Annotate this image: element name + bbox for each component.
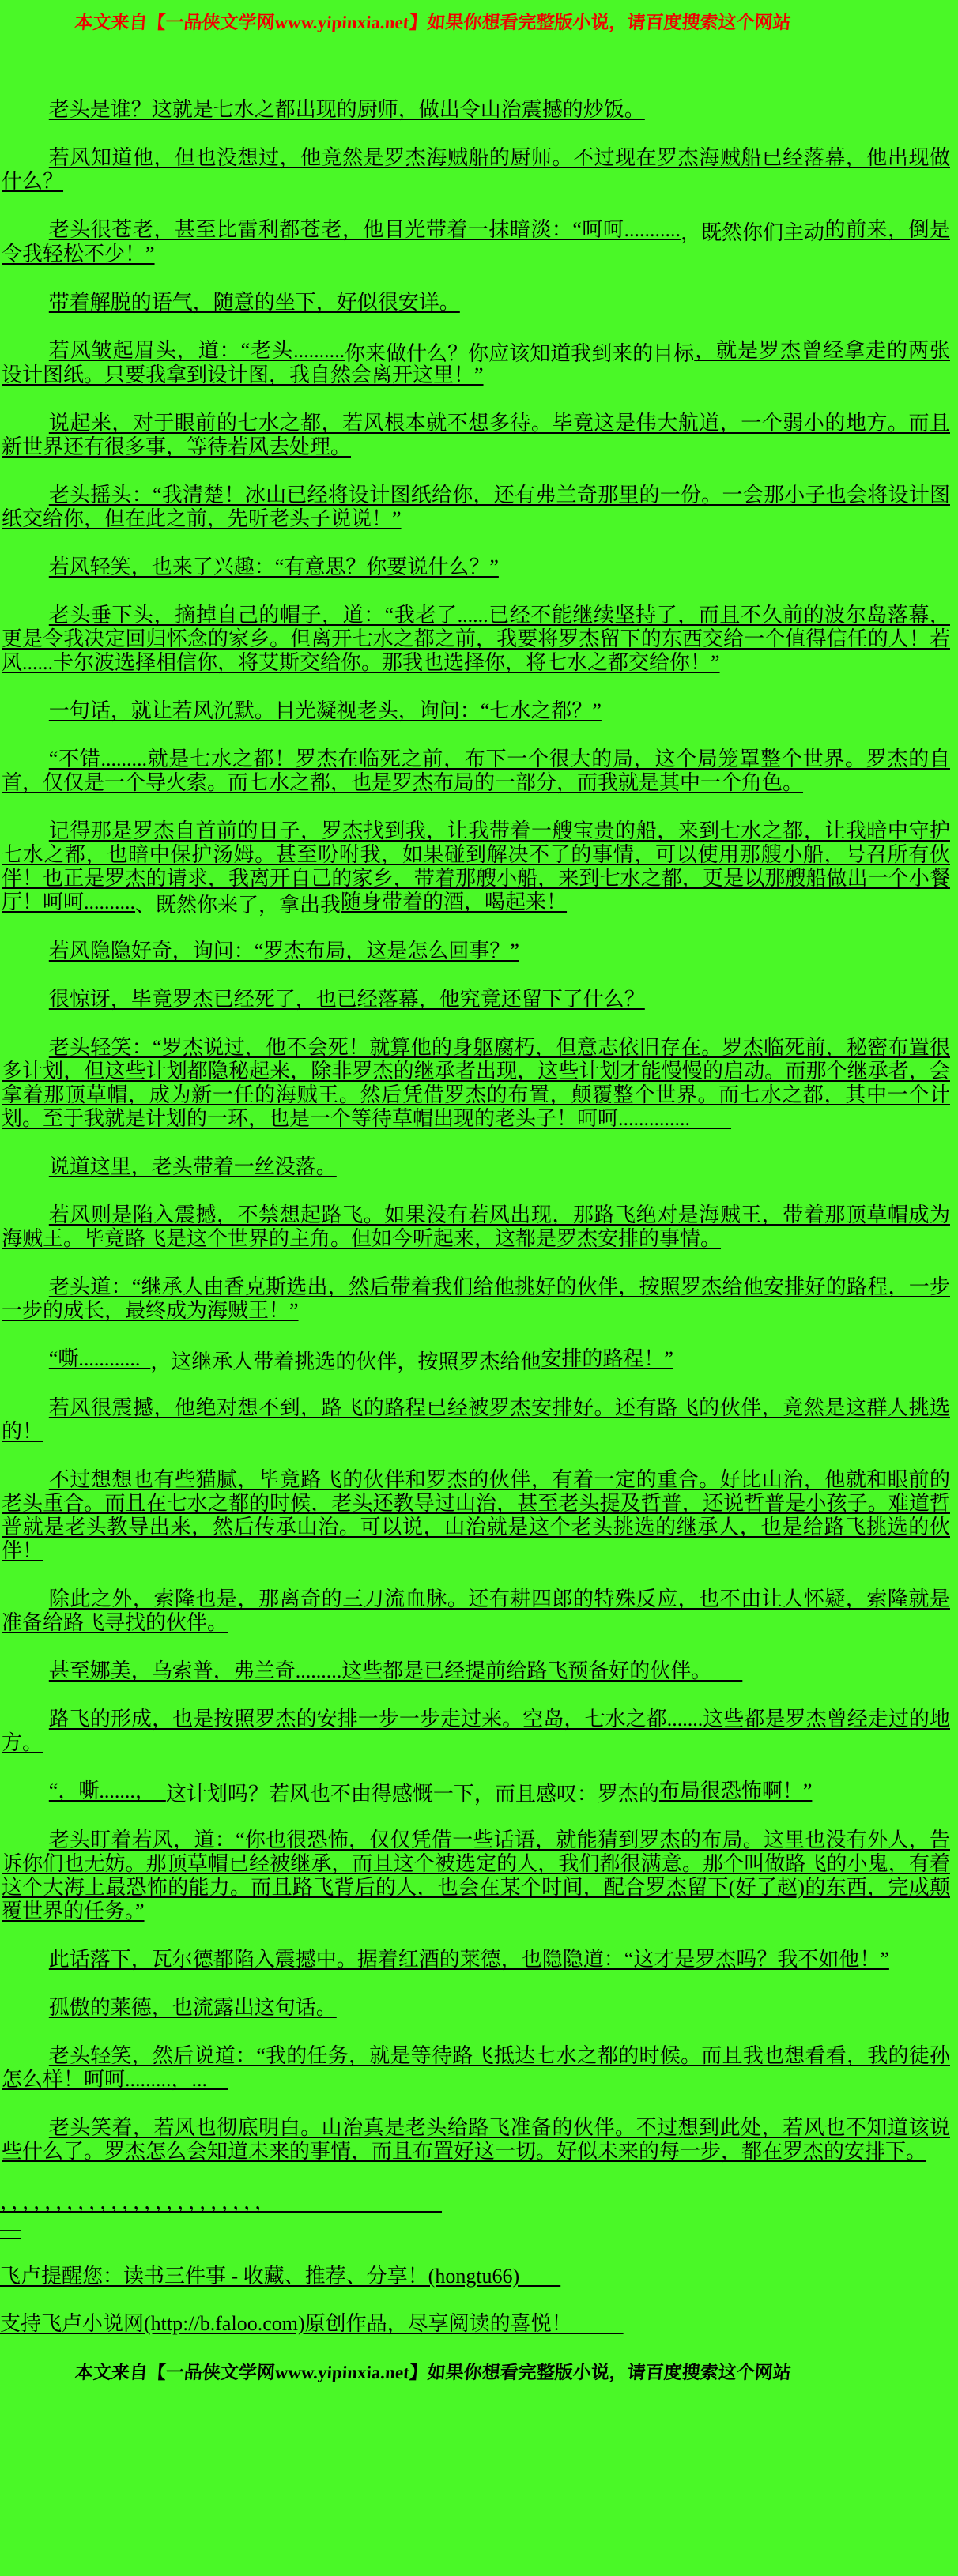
paragraph: 老头轻笑：“罗杰说过，他不会死！就算他的身躯腐朽，但意志依旧存在。罗杰临死前，秘密布置很多计划，但这些计划都隐秘起来，除非罗杰的继承者出现，这些计划才能慢慢的启动。而那个继承者，会拿着那顶草帽，成为新一任的海贼王。然后凭借罗杰的布置，颠覆整个世界。而七水之都，其中一个计划。至于我就是计划的一环，也是一个等待草帽出现的老头子！呵呵.............. <box>2 1036 950 1130</box>
paragraph: 若风则是陷入震撼，不禁想起路飞。如果没有若风出现，那路飞绝对是海贼王，带着那顶草帽成为海贼王。毕竟路飞是这个世界的主角。但如今听起来，这都是罗杰安排的事情。 <box>2 1203 950 1250</box>
half-rendered-text: ，这继承人带着挑选的伙伴，按照罗杰给他 <box>150 1350 541 1373</box>
paragraph: 不过想想也有些猫腻，毕竟路飞的伙伴和罗杰的伙伴，有着一定的重合。好比山治，他就和眼前的老头重合。而且在七水之都的时候，老头还教导过山治，甚至老头提及哲普，还说哲普是小孩子。难道哲普就是老头教导出来，然后传承山治。可以说，山治就是这个老头挑选的继承人，也是给路飞挑选的伙伴！ <box>2 1468 950 1562</box>
faloo-reminder-text: 飞卢提醒您：读书三件事 - 收藏、推荐、分享！(hongtu66) <box>0 2265 561 2288</box>
paragraph: 记得那是罗杰自首前的日子，罗杰找到我，让我带着一艘宝贵的船，来到七水之都，让我暗中守护七水之都，也暗中保护汤姆。甚至吩咐我，如果碰到解决不了的事情，可以使用那艘小船，号召所有伙伴！也正是罗杰的请求，我离开自己的家乡，带着那艘小船，来到七水之都，更是以那艘船做出一个小餐厅！呵呵.......... 、既然你来了，拿出我 随身带着的酒，喝起来！ <box>2 819 950 917</box>
paragraph: 老头是谁？这就是七水之都出现的厨师，做出令山治震撼的炒饭。 <box>48 98 645 121</box>
paragraph: 老头摇头：“我清楚！冰山已经将设计图纸给你，还有弗兰奇那里的一份。一会那小子也会将设计图纸交给你，但在此之前，先听老头子说说！” <box>2 484 950 530</box>
paragraph: 若风轻笑，也来了兴趣：“有意思？你要说什么？” <box>48 555 499 578</box>
half-rendered-text: 这计划吗？若风也不由得感慨一下，而且感叹：罗杰的 <box>165 1783 659 1806</box>
paragraph: 若风很震撼，他绝对想不到，路飞的路程已经被罗杰安排好。还有路飞的伙伴，竟然是这群人挑选的！ <box>2 1396 950 1443</box>
paragraph: 甚至娜美，乌索普，弗兰奇.........这些都是已经提前给路飞预备好的伙伴。 <box>48 1659 743 1682</box>
paragraph: 老头笑着，若风也彻底明白。山治真是老头给路飞准备的伙伴。不过想到此处，若风也不知道该说些什么了。罗杰怎么会知道未来的事情，而且布置好这一切。好似未来的每一步，都在罗杰的安排下。 <box>2 2116 950 2163</box>
paragraph: 除此之外，索隆也是，那离奇的三刀流血脉。还有耕四郎的特殊反应，也不由让人怀疑，索隆就是准备给路飞寻找的伙伴。 <box>2 1587 950 1634</box>
dots-separator-line: ，，，，，，，，，，，，，，，，，，，，，，，， <box>0 2190 443 2213</box>
paragraph: 孤傲的莱德，也流露出这句话。 <box>48 1996 337 2019</box>
half-rendered-text: ，既然你们主动 <box>680 221 824 244</box>
paragraph: 老头盯着若风，道：“你也很恐怖，仅仅凭借一些话语，就能猜到罗杰的布局。这里也没有外人，告诉你们也无妨。那顶草帽已经被继承，而且这个被选定的人，我们都很满意。那个叫做路飞的小鬼，有着这个大海上最恐怖的能力。而且路飞背后的人，也会在某个时间，配合罗杰留下(好了赵)的东西，完成颠覆世界的任务。” <box>2 1828 950 1923</box>
paragraph: “不错.........就是七水之都！罗杰在临死之前，布下一个很大的局，这个局笼罩整个世界。罗杰的自首，仅仅是一个导火索。而七水之都，也是罗杰布局的一部分，而我就是其中一个角色。 <box>2 748 950 794</box>
paragraph: “嘶............ ，这继承人带着挑选的伙伴，按照罗杰给他 安排的路程！” <box>48 1347 673 1373</box>
paragraph: 说起来，对于眼前的七水之都，若风根本就不想多待。毕竟这是伟大航道，一个弱小的地方。而且新世界还有很多事，等待若风去处理。 <box>2 412 950 458</box>
paragraph: 若风皱起眉头，道：“老头.......... 你来做什么？你应该知道我到来的目标 ，就是罗杰曾经拿走的两张设计图纸。只要我拿到设计图，我自然会离开这里！” <box>2 339 950 386</box>
paragraph: 老头道：“继承人由香克斯选出，然后带着我们给他挑好的伙伴，按照罗杰给他安排好的路程，一步一步的成长，最终成为海贼王！” <box>2 1275 950 1322</box>
paragraph: 说道这里，老头带着一丝没落。 <box>48 1155 337 1178</box>
paragraph: 老头轻笑，然后说道：“我的任务，就是等待路飞抵达七水之都的时候。而且我也想看看，我的徒孙怎么样！呵呵.........，... <box>2 2044 950 2091</box>
paragraph: 若风隐隐好奇，询问：“罗杰布局，这是怎么回事？” <box>48 940 519 962</box>
paragraph: 一句话，就让若风沉默。目光凝视老头，询问：“七水之都？” <box>48 699 602 722</box>
half-rendered-text: 、既然你来了，拿出我 <box>135 894 341 917</box>
half-rendered-text: 你来做什么？你应该知道我到来的目标 <box>345 342 695 365</box>
antitheft-site-notice-bottom: 本文来自【一品侠文学网www.yipinxia.net】如果你想看完整版小说，请百度搜索这个网站 <box>74 2363 792 2382</box>
paragraph: 带着解脱的语气，随意的坐下，好似很安详。 <box>48 291 460 314</box>
paragraph: 若风知道他，但也没想过，他竟然是罗杰海贼船的厨师。不过现在罗杰海贼船已经落幕，他出现做什么？ <box>2 146 950 193</box>
paragraph: “，嘶.......， 这计划吗？若风也不由得感慨一下，而且感叹：罗杰的 布局很恐怖啊！” <box>48 1779 813 1806</box>
paragraph: 路飞的形成，也是按照罗杰的安排一步一步走过来。空岛，七水之都.......这些都是罗杰曾经走过的地方。 <box>2 1708 950 1754</box>
antitheft-site-notice-top: 本文来自【一品侠文学网www.yipinxia.net】如果你想看完整版小说，请百度搜索这个网站 <box>74 13 792 32</box>
paragraph: 老头很苍老，甚至比雷利都苍老，他目光带着一抹暗淡：“呵呵........... ，既然你们主动 的前来，倒是令我轻松不少！” <box>2 218 950 266</box>
dash-separator: — <box>0 2217 21 2240</box>
paragraph: 很惊讶，毕竟罗杰已经死了，也已经落幕，他究竟还留下了什么？ <box>48 988 645 1011</box>
paragraph: 老头垂下头，摘掉自己的帽子，道：“我老了......已经不能继续坚持了，而且不久前的波尔岛落幕，更是令我决定回归怀念的家乡。但离开七水之都之前，我要将罗杰留下的东西交给一个值得信任的人！若风......卡尔波选择相信你，将艾斯交给你。那我也选择你，将七水之都交给你！” <box>2 604 950 674</box>
novel-text <box>0 34 956 2164</box>
paragraph: 此话落下，瓦尔德都陷入震撼中。据着红酒的莱德，也隐隐道：“这才是罗杰吗？我不如他！” <box>48 1948 889 1971</box>
faloo-support-link-text[interactable]: 支持飞卢小说网(http://b.faloo.com)原创作品，尽享阅读的喜悦！ <box>0 2312 624 2335</box>
